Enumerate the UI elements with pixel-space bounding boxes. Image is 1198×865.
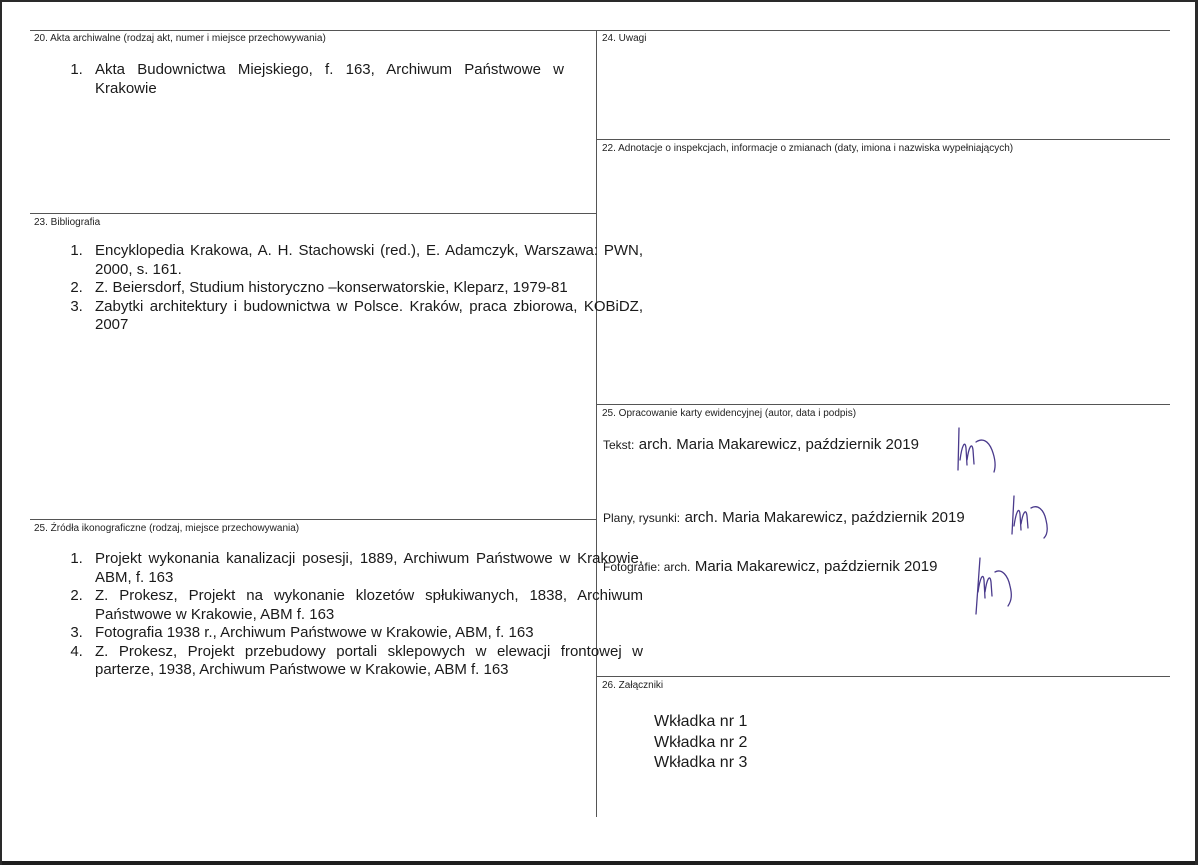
- rule-inspections: [596, 139, 1170, 140]
- attachments-label: 26. Załączniki: [602, 680, 664, 691]
- author-plans-prefix: Plany, rysunki:: [603, 511, 681, 525]
- scan-border-left: [0, 0, 2, 865]
- attachment-item: Wkładka nr 2: [654, 733, 748, 751]
- bibliography-label: 23. Bibliografia: [34, 217, 101, 228]
- iconographic-source-item: 4. Z. Prokesz, Projekt przebudowy portali sklepowych w elewacji frontowej w parterze, 1938, Archiwum Państwowe w Krakowie, ABM f. 163: [87, 643, 643, 680]
- author-photos-prefix: Fotografie: arch.: [603, 560, 691, 574]
- remarks-label: 24. Uwagi: [602, 33, 647, 44]
- archival-records-label: 20. Akta archiwalne (rodzaj akt, numer i miejsce przechowywania): [34, 33, 326, 44]
- attachment-item: Wkładka nr 3: [654, 754, 748, 771]
- rule-attachments: [596, 676, 1170, 677]
- iconographic-source-item: 2. Z. Prokesz, Projekt na wykonanie klozetów spłukiwanych, 1838, Archiwum Państwowe w Krakowie, ABM f. 163: [87, 587, 643, 624]
- bibliography-item: 2. Z. Beiersdorf, Studium historyczno –konserwatorskie, Kleparz, 1979-81: [87, 279, 643, 298]
- author-photos-value: Maria Makarewicz, październik 2019: [694, 558, 938, 575]
- authorship-label: 25. Opracowanie karty ewidencyjnej (autor, data i podpis): [602, 408, 857, 419]
- rule-authorship: [596, 404, 1170, 405]
- bibliography-item: 3. Zabytki architektury i budownictwa w Polsce. Kraków, praca zbiorowa, KOBiDZ, 2007: [87, 298, 643, 335]
- column-divider: [596, 30, 597, 817]
- author-plans-line: [603, 509, 965, 527]
- attachments-list: [654, 712, 747, 774]
- signature-plans: [1008, 488, 1068, 548]
- author-photos-line: [603, 558, 937, 576]
- iconographic-sources-list: [36, 550, 643, 680]
- bibliography-list: [36, 242, 643, 335]
- author-text-prefix: Tekst:: [603, 438, 635, 452]
- iconographic-source-item: 1. Projekt wykonania kanalizacji posesji, 1889, Archiwum Państwowe w Krakowie, ABM, f. 163: [87, 550, 643, 587]
- author-text-line: [603, 436, 919, 454]
- iconographic-sources-label: 25. Źródła ikonograficzne (rodzaj, miejsce przechowywania): [34, 523, 300, 534]
- author-plans-value: arch. Maria Makarewicz, październik 2019: [684, 509, 965, 526]
- author-text-value: arch. Maria Makarewicz, październik 2019: [638, 436, 919, 453]
- rule-bibliography: [30, 213, 596, 214]
- signature-text: [954, 420, 1014, 480]
- rule-top: [30, 30, 1170, 31]
- scan-border-top: [0, 0, 1198, 2]
- attachment-item: Wkładka nr 1: [654, 713, 748, 730]
- inspections-label: 22. Adnotacje o inspekcjach, informacje o zmianach (daty, imiona i nazwiska wypełniających): [602, 143, 1014, 154]
- archival-records-list: [36, 61, 564, 98]
- signature-photos: [968, 552, 1028, 616]
- archival-record-item: 1. Akta Budownictwa Miejskiego, f. 163, Archiwum Państwowe w Krakowie: [87, 61, 564, 98]
- rule-iconographic: [30, 519, 596, 520]
- iconographic-source-item: 3. Fotografia 1938 r., Archiwum Państwowe w Krakowie, ABM, f. 163: [87, 624, 643, 643]
- bibliography-item: 1. Encyklopedia Krakowa, A. H. Stachowski (red.), E. Adamczyk, Warszawa: PWN, 2000, s. 161.: [87, 242, 643, 279]
- scan-border-bottom: [0, 861, 1198, 865]
